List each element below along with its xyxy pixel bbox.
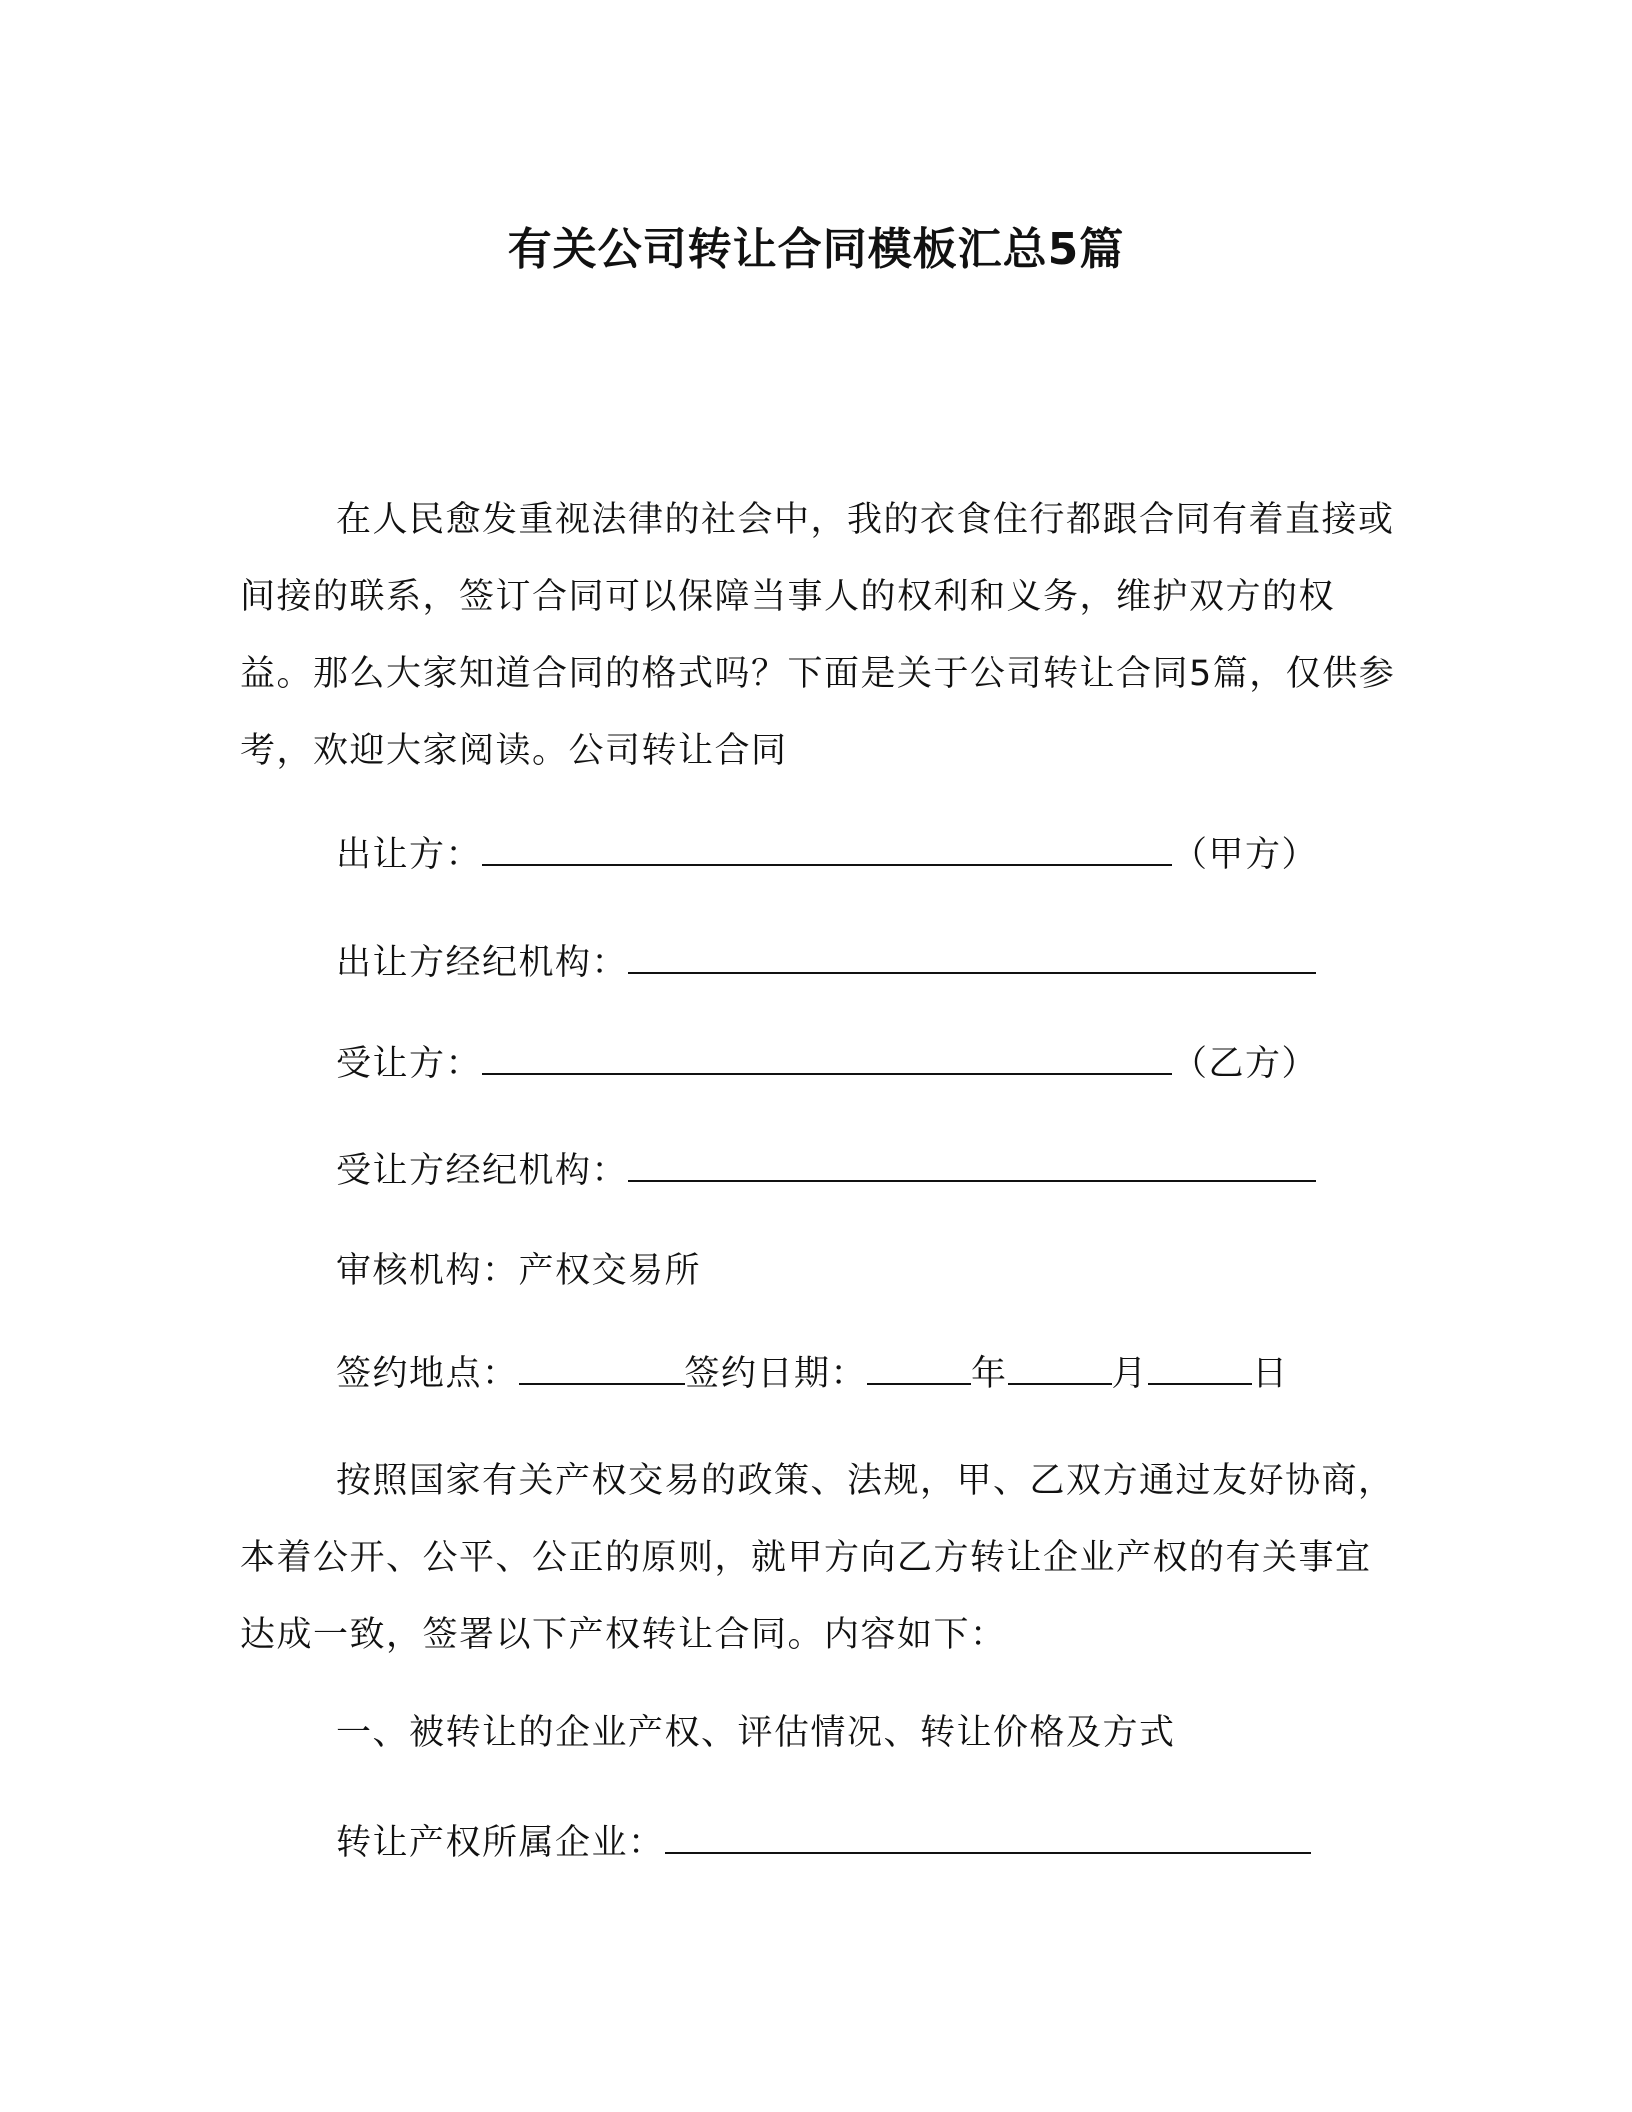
intro-paragraph: 在人民愈发重视法律的社会中，我的衣食住行都跟合同有着直接或间接的联系，签订合同可以保障当事人的权利和义务，维护双方的权益。那么大家知道合同的格式吗？下面是关于公司转让合同5篇，仅供参考，欢迎大家阅读。公司转让合同 <box>240 500 1396 771</box>
transferee-agent-line <box>336 1146 1316 1196</box>
sign-place-label: 签约地点： <box>336 1354 519 1394</box>
year-blank[interactable] <box>867 1349 971 1385</box>
transferor-suffix: （甲方） <box>1172 835 1319 875</box>
transferor-line <box>336 830 1318 880</box>
transferee-agent-label: 受让方经纪机构： <box>336 1151 629 1191</box>
enterprise-line <box>336 1818 1311 1868</box>
transferee-blank[interactable] <box>482 1039 1172 1075</box>
year-label: 年 <box>971 1354 1008 1394</box>
sign-date-label: 签约日期： <box>684 1354 868 1394</box>
review-agency-line: 审核机构：产权交易所 <box>336 1251 702 1291</box>
transferee-agent-blank[interactable] <box>628 1146 1316 1182</box>
transferee-line <box>336 1039 1318 1089</box>
body-paragraph: 按照国家有关产权交易的政策、法规，甲、乙双方通过友好协商，本着公开、公平、公正的原则，就甲方向乙方转让企业产权的有关事宜达成一致，签署以下产权转让合同。内容如下： <box>240 1461 1395 1655</box>
day-blank[interactable] <box>1148 1349 1252 1385</box>
transferee-label: 受让方： <box>336 1044 483 1084</box>
transferor-agent-line <box>336 938 1316 988</box>
month-label: 月 <box>1111 1354 1149 1394</box>
month-blank[interactable] <box>1008 1349 1112 1385</box>
transferor-agent-label: 出让方经纪机构： <box>336 943 629 983</box>
enterprise-label: 转让产权所属企业： <box>336 1823 665 1863</box>
section-one-heading: 一、被转让的企业产权、评估情况、转让价格及方式 <box>336 1713 1176 1753</box>
transferor-label: 出让方： <box>336 835 483 875</box>
transferor-agent-blank[interactable] <box>628 938 1316 974</box>
transferee-suffix: （乙方） <box>1172 1044 1319 1084</box>
transferor-blank[interactable] <box>482 830 1172 866</box>
signing-line <box>336 1349 1289 1399</box>
sign-place-blank[interactable] <box>519 1349 685 1385</box>
enterprise-blank[interactable] <box>665 1818 1311 1854</box>
document-title: 有关公司转让合同模板汇总5篇 <box>507 224 1125 275</box>
day-label: 日 <box>1252 1354 1289 1394</box>
